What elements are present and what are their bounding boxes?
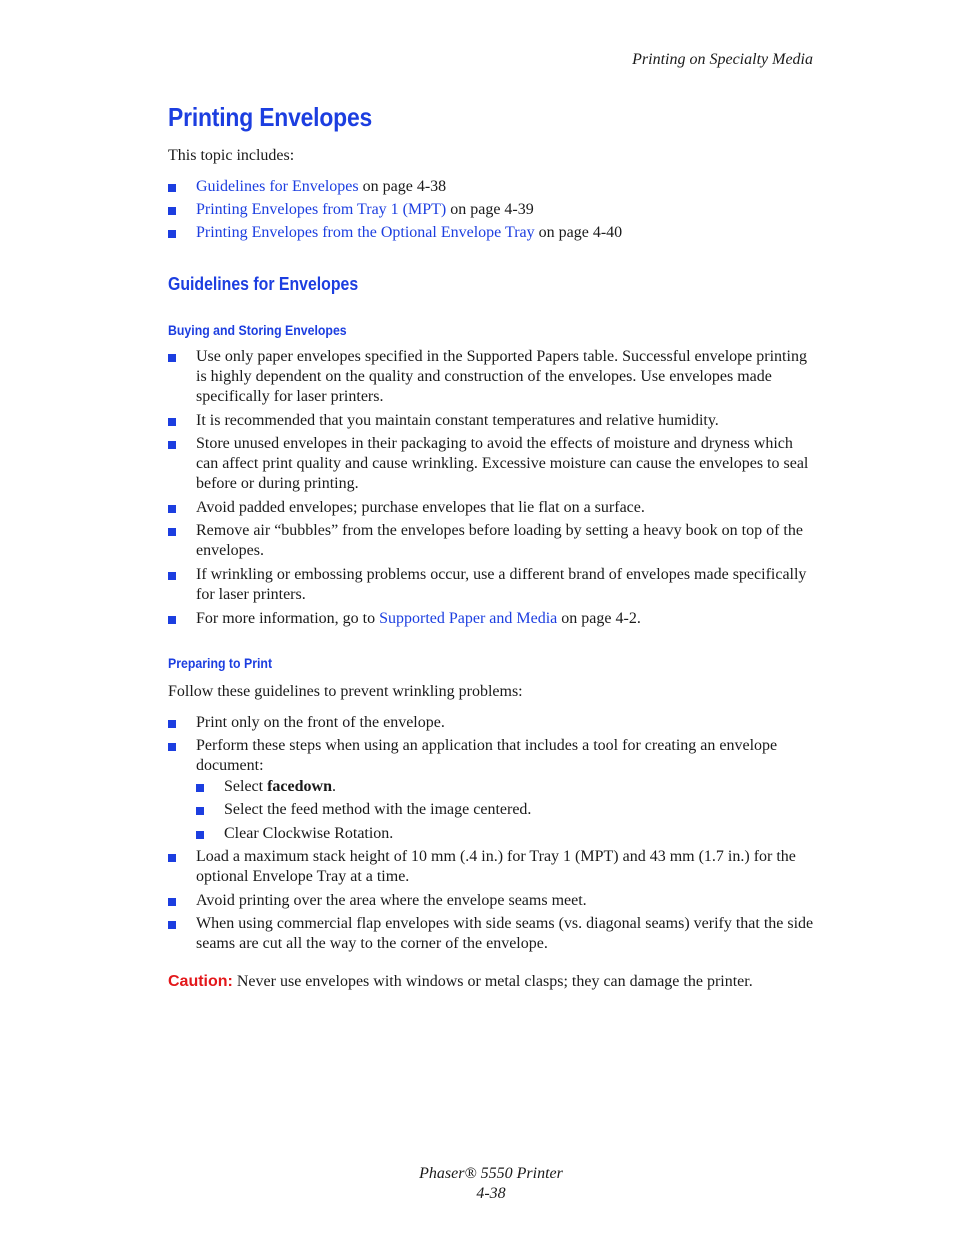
sub-list-item: Clear Clockwise Rotation. xyxy=(196,824,816,844)
list-item: Print only on the front of the envelope. xyxy=(168,713,818,733)
list-item: Remove air “bubbles” from the envelopes before loading by setting a heavy book on top of the envelopes. xyxy=(168,521,818,561)
square-bullet-icon xyxy=(168,528,176,536)
square-bullet-icon xyxy=(168,230,176,238)
toc-link-envelope-tray[interactable]: Printing Envelopes from the Optional Envelope Tray xyxy=(196,224,535,241)
list-item: Use only paper envelopes specified in the Supported Papers table. Successful envelope printing is highly dependent on the quality and construction of the envelopes. Use envelopes made specifically for laser printers. xyxy=(168,347,818,407)
subsection-heading-buying: Buying and Storing Envelopes xyxy=(168,322,347,338)
sub-list-item: Select the feed method with the image centered. xyxy=(196,800,816,820)
square-bullet-icon xyxy=(168,720,176,728)
square-bullet-icon xyxy=(168,418,176,426)
square-bullet-icon xyxy=(168,505,176,513)
square-bullet-icon xyxy=(168,572,176,580)
list-item: For more information, go to Supported Paper and Media on page 4-2. xyxy=(168,609,818,629)
square-bullet-icon xyxy=(168,354,176,362)
square-bullet-icon xyxy=(168,898,176,906)
list-item: Avoid padded envelopes; purchase envelopes that lie flat on a surface. xyxy=(168,498,818,518)
sub-list-item: Select facedown. xyxy=(196,777,816,797)
list-item: If wrinkling or embossing problems occur, use a different brand of envelopes made specifically for laser printers. xyxy=(168,565,818,605)
list-item: Perform these steps when using an application that includes a tool for creating an envelope document: xyxy=(168,736,818,776)
square-bullet-icon xyxy=(196,831,204,839)
square-bullet-icon xyxy=(168,207,176,215)
toc-link-guidelines[interactable]: Guidelines for Envelopes xyxy=(196,178,359,195)
intro-text: This topic includes: xyxy=(168,147,295,164)
square-bullet-icon xyxy=(168,184,176,192)
running-header: Printing on Specialty Media xyxy=(632,51,813,68)
section-heading-guidelines: Guidelines for Envelopes xyxy=(168,274,359,294)
toc-item: Printing Envelopes from the Optional Envelope Tray on page 4-40 xyxy=(168,223,818,243)
list-item: Avoid printing over the area where the envelope seams meet. xyxy=(168,891,818,911)
square-bullet-icon xyxy=(168,441,176,449)
subsection-heading-preparing: Preparing to Print xyxy=(168,655,273,671)
square-bullet-icon xyxy=(196,807,204,815)
square-bullet-icon xyxy=(168,743,176,751)
caution-label: Caution: xyxy=(168,973,233,990)
list-item: It is recommended that you maintain constant temperatures and relative humidity. xyxy=(168,411,818,431)
toc-item: Guidelines for Envelopes on page 4-38 xyxy=(168,177,818,197)
toc-item: Printing Envelopes from Tray 1 (MPT) on page 4-39 xyxy=(168,200,818,220)
page-title: Printing Envelopes xyxy=(168,102,373,132)
footer-page-number: 4-38 xyxy=(476,1185,506,1202)
caution-note: Caution: Never use envelopes with windows or metal clasps; they can damage the printer. xyxy=(168,973,753,990)
footer-product: Phaser® 5550 Printer xyxy=(419,1165,563,1182)
list-item: Store unused envelopes in their packaging to avoid the effects of moisture and dryness which can affect print quality and cause wrinkling. Excessive moisture can cause the envelopes to seal before or during printing. xyxy=(168,434,818,494)
list-item: When using commercial flap envelopes with side seams (vs. diagonal seams) verify that the side seams are cut all the way to the corner of the envelope. xyxy=(168,914,818,954)
square-bullet-icon xyxy=(196,784,204,792)
supported-paper-link[interactable]: Supported Paper and Media xyxy=(379,610,558,627)
list-item: Load a maximum stack height of 10 mm (.4 in.) for Tray 1 (MPT) and 43 mm (1.7 in.) for the optional Envelope Tray at a time. xyxy=(168,847,818,887)
preparing-intro: Follow these guidelines to prevent wrinkling problems: xyxy=(168,683,523,700)
toc-link-tray1[interactable]: Printing Envelopes from Tray 1 (MPT) xyxy=(196,201,447,218)
square-bullet-icon xyxy=(168,616,176,624)
square-bullet-icon xyxy=(168,921,176,929)
square-bullet-icon xyxy=(168,854,176,862)
